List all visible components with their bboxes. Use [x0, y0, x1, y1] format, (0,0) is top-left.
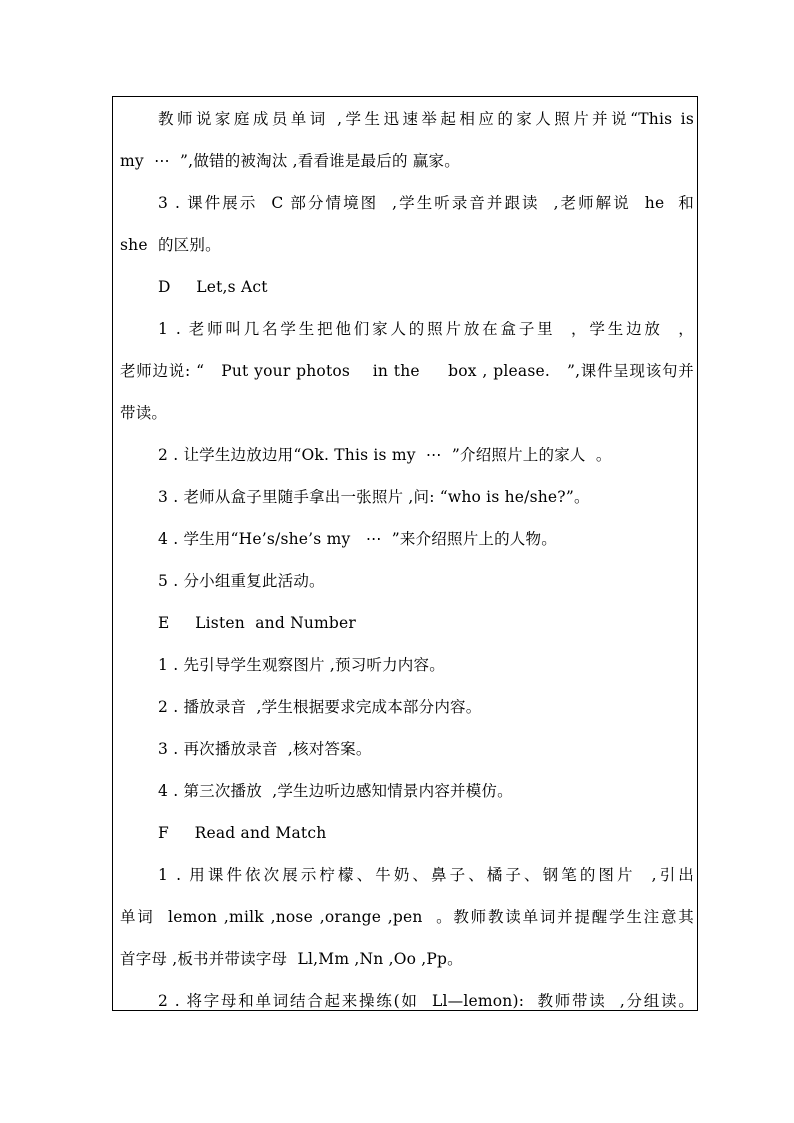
section-heading-e: E Listen and Number: [158, 614, 357, 632]
text-line-10: 3 . 老师从盒子里随手拿出一张照片 ,问: “who is he/she?”。: [158, 488, 590, 506]
text-line-22: 2 . 将字母和单词结合起来操练(如 Ll—lemon): 教师带读 ,分组读。: [158, 992, 694, 1010]
text-line-6: 1 . 老师叫几名学生把他们家人的照片放在盒子里 ，学生边放 ，: [158, 320, 694, 338]
text-line-20: 单词 lemon ,milk ,nose ,orange ,pen 。教师教读单词并提醒学生注意其: [120, 908, 694, 926]
text-line-4: she 的区别。: [120, 236, 221, 254]
text-line-14: 1 . 先引导学生观察图片 ,预习听力内容。: [158, 656, 445, 674]
text-line-11: 4 . 学生用“He’s/she’s my ⋯ ”来介绍照片上的人物。: [158, 530, 557, 548]
section-heading-f: F Read and Match: [158, 824, 327, 842]
text-line-15: 2 . 播放录音 ,学生根据要求完成本部分内容。: [158, 698, 482, 716]
text-line-17: 4 . 第三次播放 ,学生边听边感知情景内容并模仿。: [158, 782, 513, 800]
text-line-21: 首字母 ,板书并带读字母 Ll,Mm ,Nn ,Oo ,Pp。: [120, 950, 463, 968]
text-line-9: 2 . 让学生边放边用“Ok. This is my ⋯ ”介绍照片上的家人 。: [158, 446, 612, 464]
text-line-8: 带读。: [120, 404, 168, 422]
text-line-16: 3 . 再次播放录音 ,核对答案。: [158, 740, 372, 758]
text-line-3: 3 . 课件展示 C 部分情境图 ,学生听录音并跟读 ,老师解说 he 和: [158, 194, 694, 212]
section-heading-d: D Let,s Act: [158, 278, 268, 296]
text-line-7: 老师边说: “ Put your photos in the box , please. ”,课件呈现该句并: [120, 362, 694, 380]
text-line-2: my ⋯ ”,做错的被淘汰 ,看看谁是最后的 赢家。: [120, 152, 460, 170]
text-line-19: 1 . 用课件依次展示柠檬、牛奶、鼻子、橘子、钢笔的图片 ,引出: [158, 866, 694, 884]
text-line-12: 5 . 分小组重复此活动。: [158, 572, 325, 590]
text-line-1: 教师说家庭成员单词 ,学生迅速举起相应的家人照片并说“This is: [158, 110, 694, 128]
